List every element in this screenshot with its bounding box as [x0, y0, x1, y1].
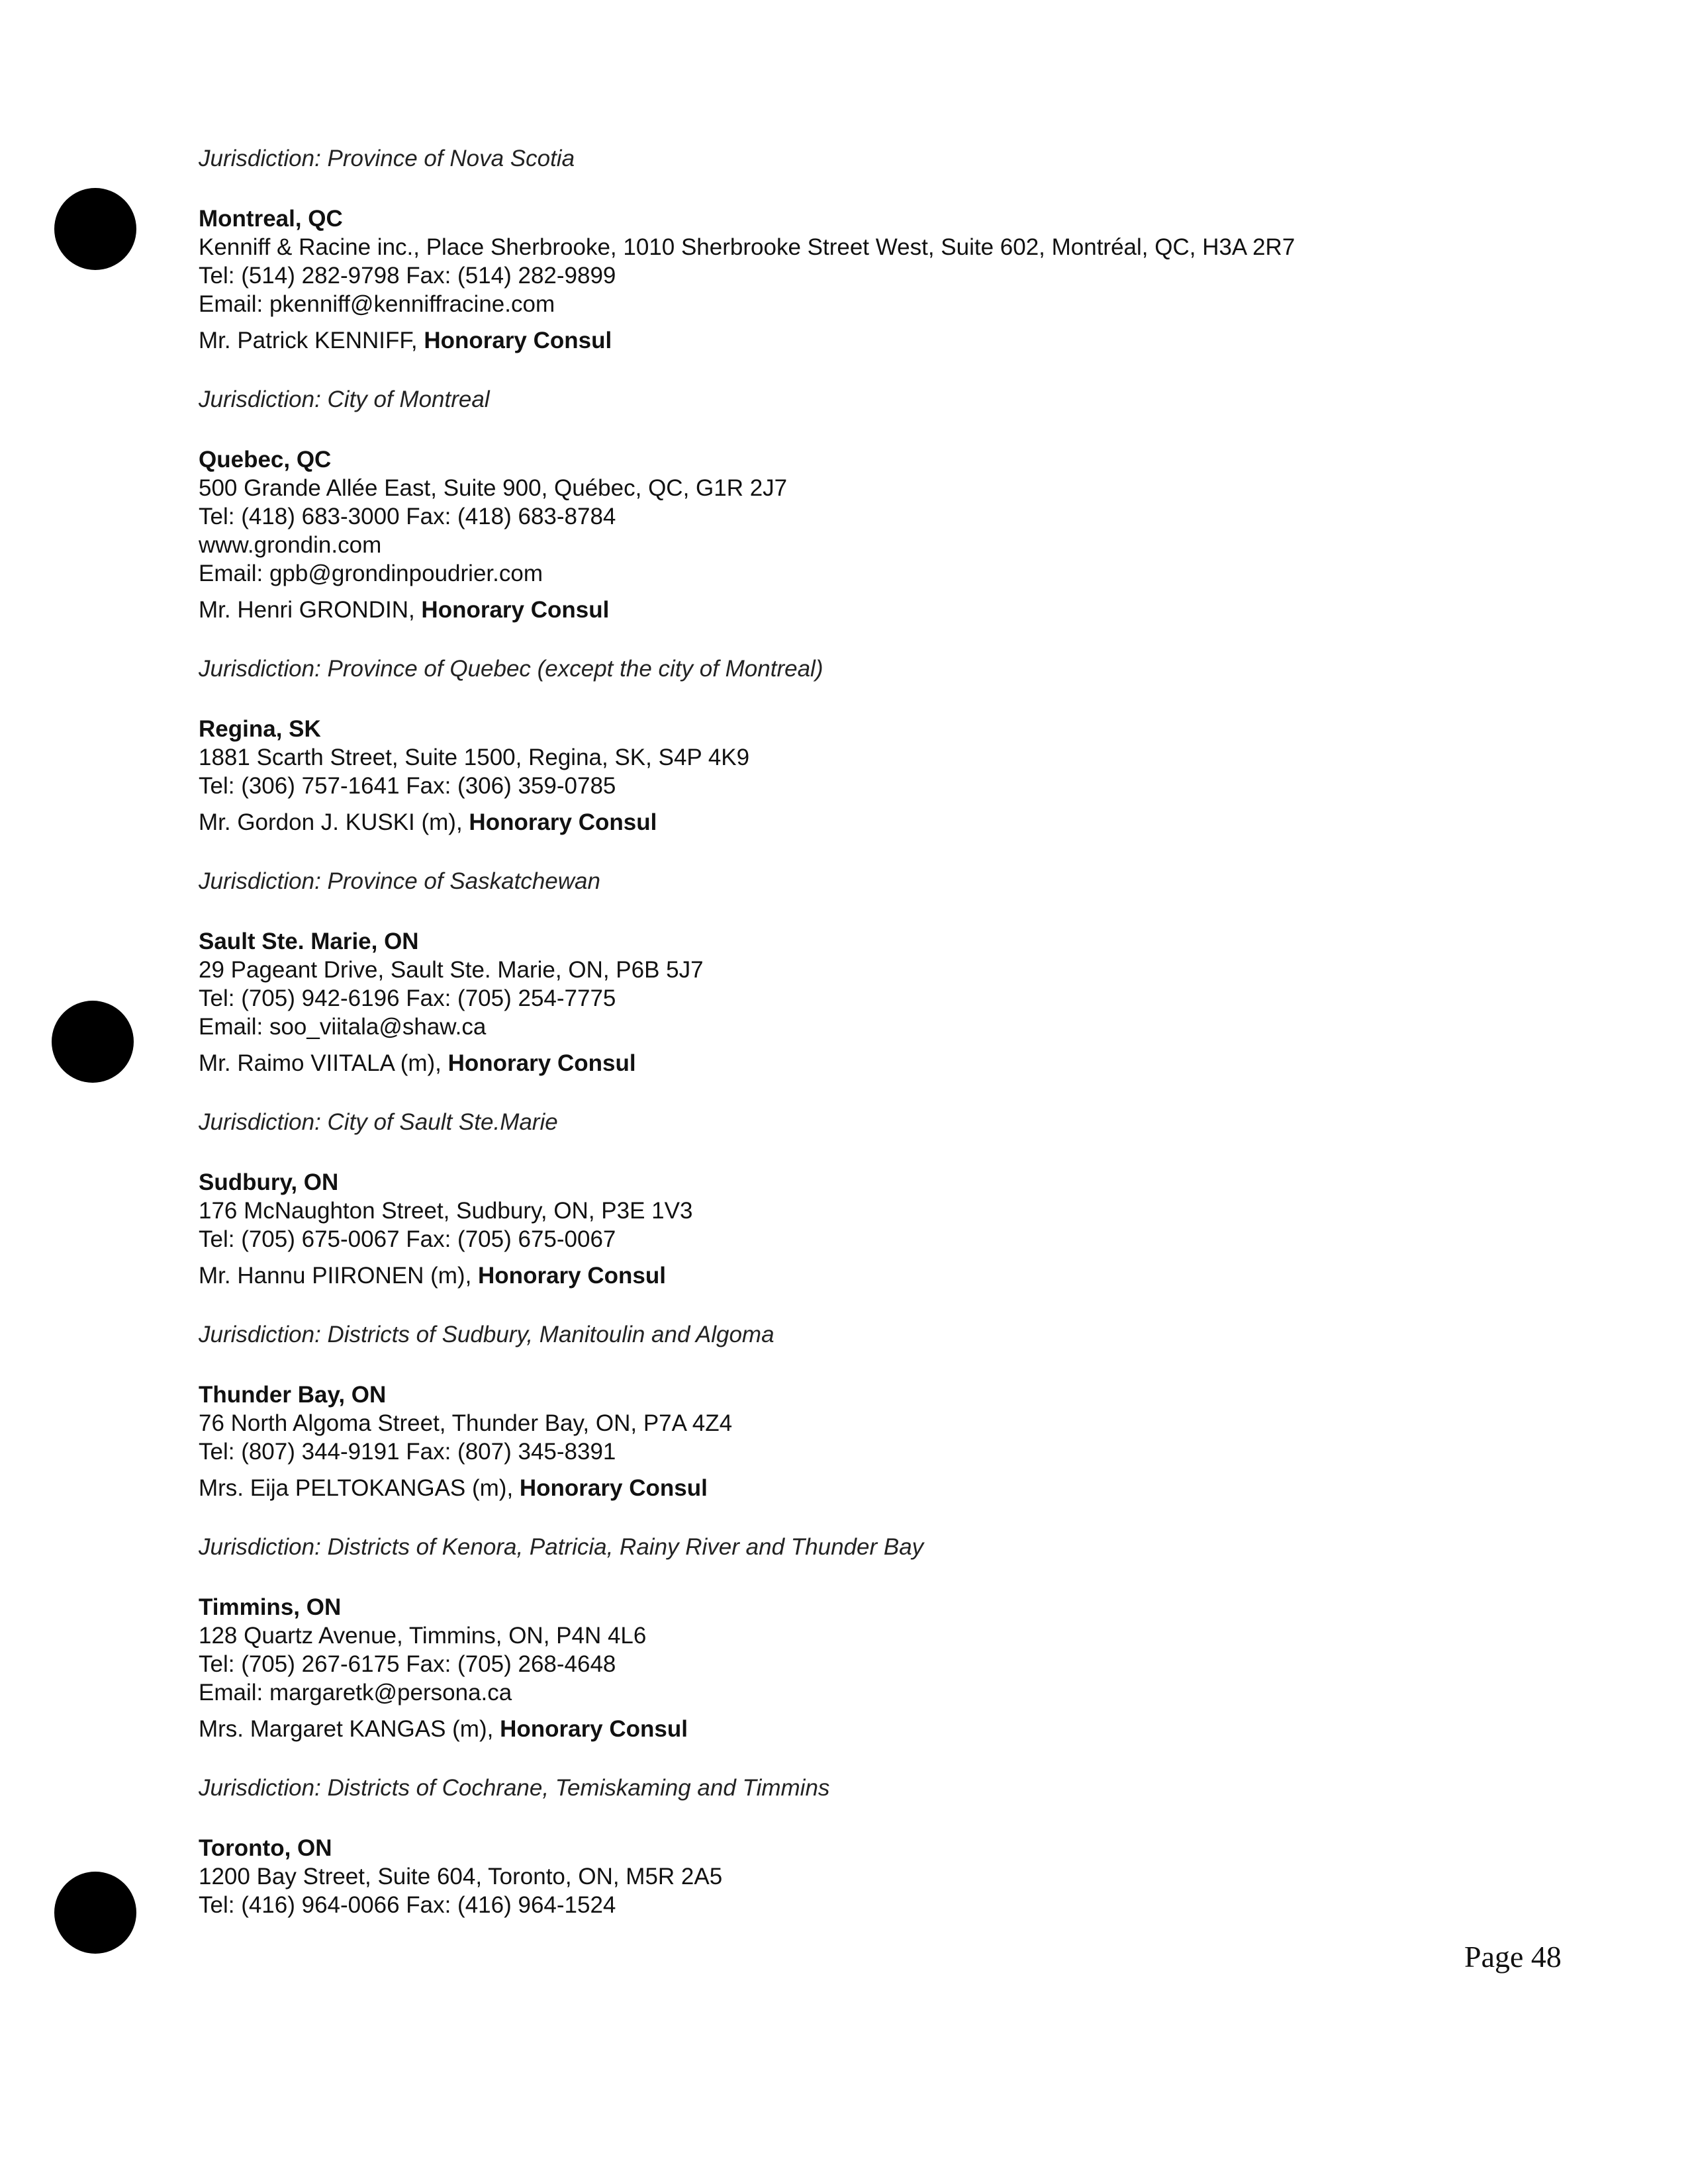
- consulate-entry: [199, 1593, 1523, 1802]
- consulate-entry: [199, 715, 1523, 895]
- city-heading: Quebec, QC: [199, 447, 332, 473]
- consul-name: Mrs. Margaret KANGAS (m),: [199, 1716, 500, 1742]
- email-link[interactable]: Email: gpb@grondinpoudrier.com: [199, 561, 543, 586]
- jurisdiction-text: Jurisdiction: Province of Quebec (except the city of Montreal): [199, 656, 823, 682]
- consulate-list: [199, 144, 1523, 1919]
- consul-role: Honorary Consul: [500, 1716, 688, 1742]
- consul-name: Mr. Hannu PIIRONEN (m),: [199, 1263, 479, 1289]
- consul-role: Honorary Consul: [469, 809, 657, 835]
- consul-line: [199, 1715, 1523, 1743]
- phone-fax-line: Tel: (807) 344-9191 Fax: (807) 345-8391: [199, 1439, 616, 1465]
- consul-line: [199, 808, 1523, 837]
- page-number: Page 48: [1464, 1940, 1562, 1974]
- consul-line: [199, 1049, 1523, 1077]
- address-line: 1881 Scarth Street, Suite 1500, Regina, SK, S4P 4K9: [199, 745, 750, 770]
- jurisdiction-text: Jurisdiction: City of Montreal: [199, 387, 490, 412]
- city-heading: Regina, SK: [199, 716, 321, 742]
- punch-hole: [52, 1001, 134, 1083]
- city-heading: Sault Ste. Marie, ON: [199, 929, 419, 954]
- phone-fax-line: Tel: (418) 683-3000 Fax: (418) 683-8784: [199, 504, 616, 529]
- consul-role: Honorary Consul: [421, 597, 610, 623]
- website-link[interactable]: www.grondin.com: [199, 532, 382, 558]
- address-line: 29 Pageant Drive, Sault Ste. Marie, ON, P6B 5J7: [199, 957, 704, 983]
- consul-name: Mr. Raimo VIITALA (m),: [199, 1050, 448, 1076]
- city-heading: Sudbury, ON: [199, 1169, 339, 1195]
- punch-hole: [54, 1872, 136, 1954]
- consul-name: Mr. Patrick KENNIFF,: [199, 328, 424, 353]
- city-heading: Timmins, ON: [199, 1594, 342, 1620]
- address-line: 500 Grande Allée East, Suite 900, Québec, QC, G1R 2J7: [199, 475, 788, 501]
- consulate-entry: [199, 1381, 1523, 1561]
- consul-role: Honorary Consul: [478, 1263, 666, 1289]
- consulate-entry: [199, 927, 1523, 1136]
- consul-role: Honorary Consul: [424, 328, 612, 353]
- phone-fax-line: Tel: (705) 267-6175 Fax: (705) 268-4648: [199, 1651, 616, 1677]
- jurisdiction-text: Jurisdiction: Province of Nova Scotia: [199, 146, 575, 171]
- address-line: 128 Quartz Avenue, Timmins, ON, P4N 4L6: [199, 1623, 647, 1649]
- consulate-entry: [199, 445, 1523, 683]
- jurisdiction-text: Jurisdiction: Province of Saskatchewan: [199, 868, 600, 894]
- consul-name: Mrs. Eija PELTOKANGAS (m),: [199, 1475, 520, 1501]
- entries-container: [199, 205, 1523, 1919]
- consul-line: [199, 1474, 1523, 1502]
- address-line: 76 North Algoma Street, Thunder Bay, ON, P7A 4Z4: [199, 1410, 733, 1436]
- consul-line: [199, 326, 1523, 355]
- address-line: Kenniff & Racine inc., Place Sherbrooke, 1010 Sherbrooke Street West, Suite 602, Montréal, QC, H3A 2R7: [199, 234, 1295, 260]
- city-heading: Montreal, QC: [199, 206, 343, 232]
- punch-hole: [54, 188, 136, 270]
- email-link[interactable]: Email: pkenniff@kenniffracine.com: [199, 291, 555, 317]
- consul-role: Honorary Consul: [447, 1050, 636, 1076]
- city-heading: Thunder Bay, ON: [199, 1382, 387, 1408]
- consul-line: [199, 596, 1523, 624]
- consulate-entry: [199, 1834, 1523, 1919]
- email-link[interactable]: Email: margaretk@persona.ca: [199, 1680, 512, 1706]
- jurisdiction-text: Jurisdiction: Districts of Kenora, Patricia, Rainy River and Thunder Bay: [199, 1534, 924, 1560]
- address-line: 1200 Bay Street, Suite 604, Toronto, ON, M5R 2A5: [199, 1864, 723, 1889]
- email-link[interactable]: Email: soo_viitala@shaw.ca: [199, 1014, 487, 1040]
- jurisdiction-text: Jurisdiction: Districts of Sudbury, Manitoulin and Algoma: [199, 1322, 774, 1347]
- city-heading: Toronto, ON: [199, 1835, 332, 1861]
- consul-name: Mr. Henri GRONDIN,: [199, 597, 422, 623]
- consul-role: Honorary Consul: [519, 1475, 708, 1501]
- phone-fax-line: Tel: (514) 282-9798 Fax: (514) 282-9899: [199, 263, 616, 289]
- phone-fax-line: Tel: (705) 675-0067 Fax: (705) 675-0067: [199, 1226, 616, 1252]
- phone-fax-line: Tel: (306) 757-1641 Fax: (306) 359-0785: [199, 773, 616, 799]
- consul-name: Mr. Gordon J. KUSKI (m),: [199, 809, 469, 835]
- address-line: 176 McNaughton Street, Sudbury, ON, P3E 1V3: [199, 1198, 693, 1224]
- phone-fax-line: Tel: (416) 964-0066 Fax: (416) 964-1524: [199, 1892, 616, 1918]
- consul-line: [199, 1261, 1523, 1290]
- jurisdiction-text: Jurisdiction: City of Sault Ste.Marie: [199, 1109, 558, 1135]
- phone-fax-line: Tel: (705) 942-6196 Fax: (705) 254-7775: [199, 985, 616, 1011]
- consulate-entry: [199, 205, 1523, 414]
- consulate-entry: [199, 1168, 1523, 1349]
- jurisdiction-text: Jurisdiction: Districts of Cochrane, Temiskaming and Timmins: [199, 1775, 830, 1801]
